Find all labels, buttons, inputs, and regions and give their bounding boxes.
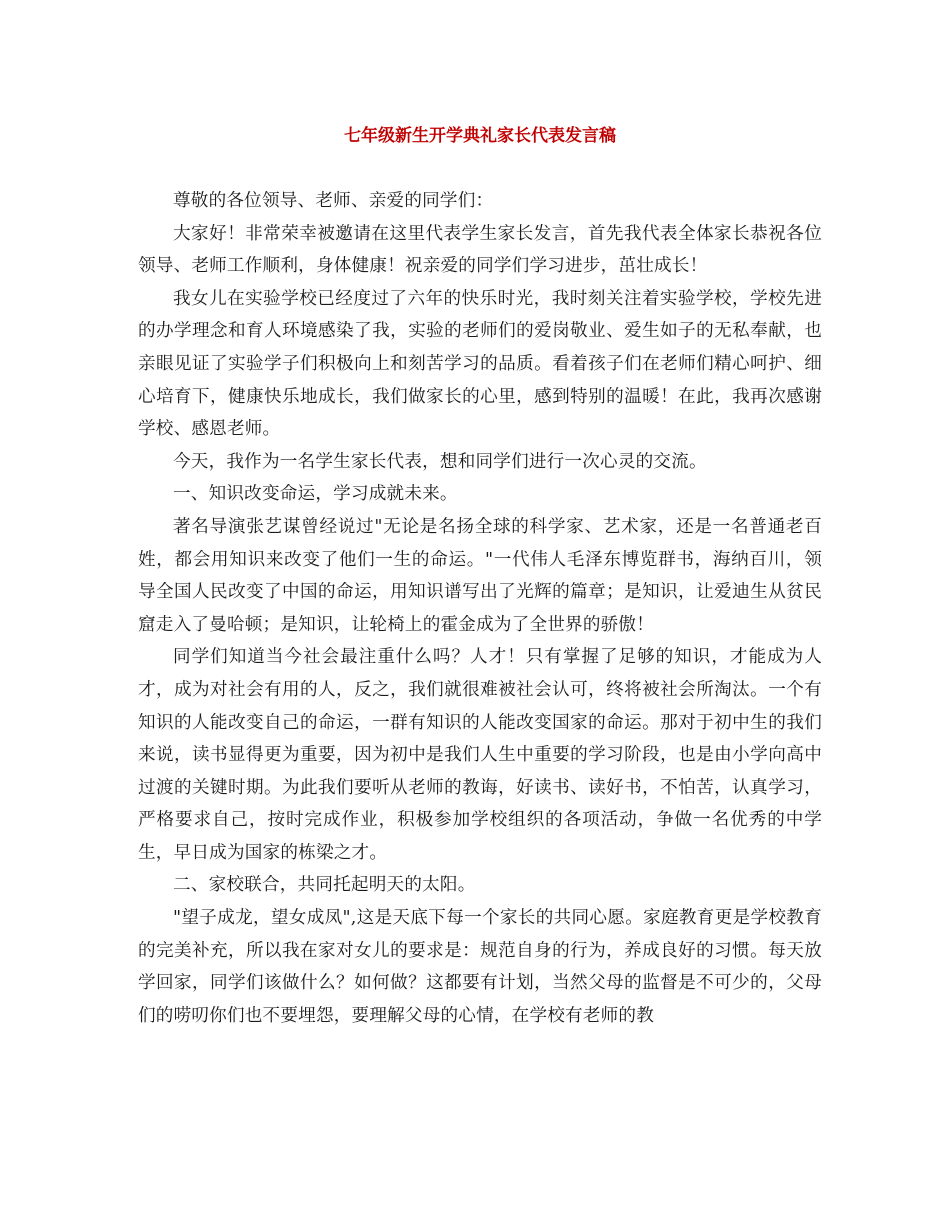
- paragraph-daughter-school: 我女儿在实验学校已经度过了六年的快乐时光，我时刻关注着实验学校，学校先进的办学理念和育人环境感染了我，实验的老师们的爱岗敬业、爱生如子的无私奉献，也亲眼见证了实验学子们积极向上和刻苦学习的品质。看着孩子们在老师们精心呵护、细心培育下，健康快乐地成长，我们做家长的心里，感到特别的温暖！在此，我再次感谢学校、感恩老师。: [138, 288, 822, 440]
- section-heading-knowledge: 一、知识改变命运，学习成就未来。: [173, 484, 458, 505]
- paragraph-introduction: 今天，我作为一名学生家长代表，想和同学们进行一次心灵的交流。: [173, 451, 707, 472]
- paragraph-greeting: 大家好！非常荣幸被邀请在这里代表学生家长发言，首先我代表全体家长恭祝各位领导、老师工作顺利，身体健康！祝亲爱的同学们学习进步，茁壮成长！: [138, 223, 822, 277]
- document-title: 七年级新生开学典礼家长代表发言稿: [344, 126, 616, 146]
- section-heading-home-school: 二、家校联合，共同托起明天的太阳。: [173, 875, 476, 896]
- paragraph-family-education: "望子成龙，望女成凤",这是天底下每一个家长的共同心愿。家庭教育更是学校教育的完美补充，所以我在家对女儿的要求是：规范自身的行为，养成良好的习惯。每天放学回家，同学们该做什么？如何做？这都要有计划，当然父母的监督是不可少的，父母们的唠叨你们也不要埋怨，要理解父母的心情，在学校有老师的教: [138, 908, 822, 1026]
- paragraph-talent: 同学们知道当今社会最注重什么吗？人才！只有掌握了足够的知识，才能成为人才，成为对社会有用的人，反之，我们就很难被社会认可，终将被社会所淘汰。一个有知识的人能改变自己的命运，一群有知识的人能改变国家的命运。那对于初中生的我们来说，读书显得更为重要，因为初中是我们人生中重要的学习阶段，也是由小学向高中过渡的关键时期。为此我们要听从老师的教诲，好读书、读好书，不怕苦，认真学习，严格要求自己，按时完成作业，积极参加学校组织的各项活动，争做一名优秀的中学生，早日成为国家的栋梁之才。: [138, 647, 822, 863]
- paragraph-salutation: 尊敬的各位领导、老师、亲爱的同学们：: [173, 191, 494, 211]
- paragraph-quote-knowledge: 著名导演张艺谋曾经说过"无论是名扬全球的科学家、艺术家，还是一名普通老百姓，都会用知识来改变了他们一生的命运。"一代伟人毛泽东博览群书，海纳百川，领导全国人民改变了中国的命运，用知识谱写出了光辉的篇章；是知识，让爱迪生从贫民窟走入了曼哈顿；是知识，让轮椅上的霍金成为了全世界的骄傲！: [138, 516, 822, 635]
